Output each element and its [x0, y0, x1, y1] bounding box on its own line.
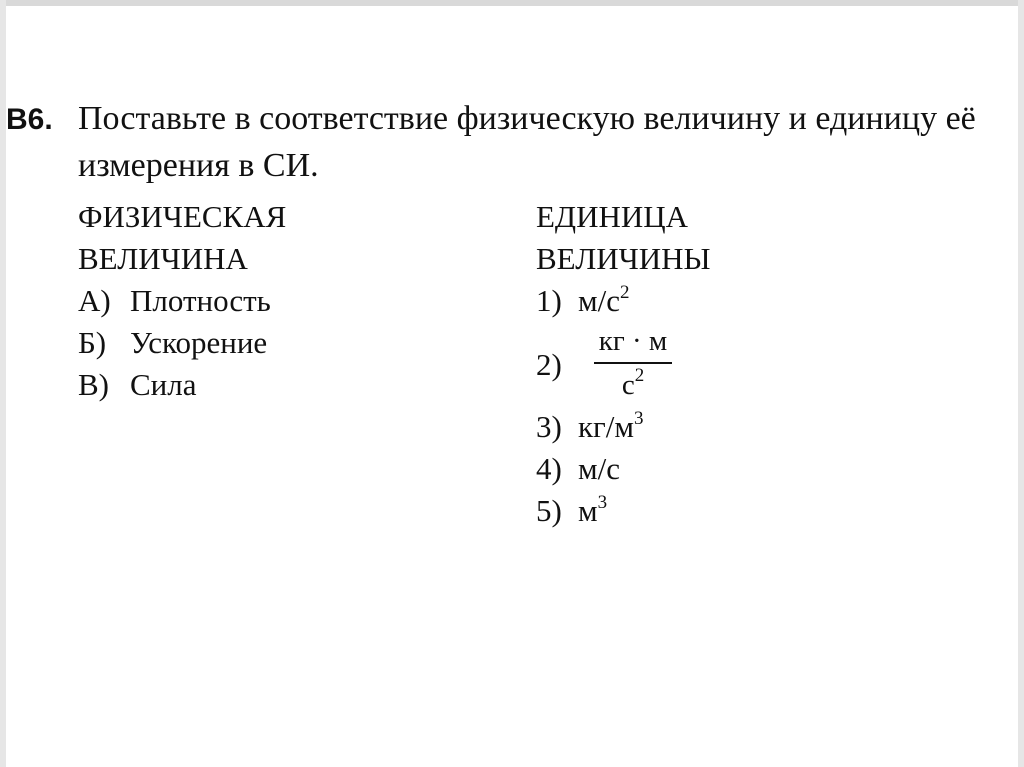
unit-exponent: 3 — [597, 492, 608, 513]
item-marker: 5) — [536, 493, 562, 528]
frame-top-border — [0, 0, 1024, 6]
list-item — [78, 280, 286, 322]
item-marker: 3) — [536, 409, 562, 444]
item-marker: 2) — [536, 347, 562, 382]
unit-exponent: 2 — [620, 282, 630, 303]
unit-base: м — [578, 493, 598, 528]
unit-column — [536, 196, 711, 532]
list-item — [536, 448, 711, 490]
list-item — [536, 280, 711, 322]
list-item — [78, 364, 286, 406]
fraction-denominator — [594, 366, 672, 404]
list-item — [536, 322, 711, 406]
task-text-line-1: Поставьте в соответствие физическую величину и единицу её — [78, 100, 976, 137]
item-marker: 4) — [536, 451, 562, 486]
fraction-bar — [594, 362, 672, 364]
list-item — [536, 406, 711, 448]
fraction-numerator: кг · м — [598, 325, 668, 357]
item-marker: Б) — [78, 325, 107, 360]
left-heading-line-2: ВЕЛИЧИНА — [78, 241, 248, 276]
item-marker: В) — [78, 367, 109, 402]
frame-right-border — [1018, 0, 1024, 767]
unit-base: м/с — [578, 451, 620, 486]
item-text: Плотность — [130, 283, 271, 318]
item-text: Ускорение — [130, 325, 268, 360]
item-marker: А) — [78, 283, 111, 318]
list-item — [78, 322, 286, 364]
unit-fraction — [594, 322, 672, 404]
physical-quantity-column — [78, 196, 286, 406]
unit-exponent: 3 — [634, 408, 644, 429]
right-heading-line-1: ЕДИНИЦА — [536, 199, 689, 234]
task-number: B6. — [6, 103, 53, 136]
unit-base: м/с — [578, 283, 620, 318]
left-heading-line-1: ФИЗИЧЕСКАЯ — [78, 199, 287, 234]
task-text-line-2: измерения в СИ. — [78, 147, 319, 184]
denominator-base: с — [621, 369, 635, 401]
item-marker: 1) — [536, 283, 562, 318]
denominator-exponent: 2 — [634, 365, 645, 386]
unit-base: кг/м — [578, 409, 635, 444]
right-heading-line-2: ВЕЛИЧИНЫ — [536, 241, 711, 276]
list-item — [536, 490, 711, 532]
task-statement — [6, 96, 1010, 189]
task-line-1 — [6, 96, 1010, 143]
item-text: Сила — [130, 367, 197, 402]
